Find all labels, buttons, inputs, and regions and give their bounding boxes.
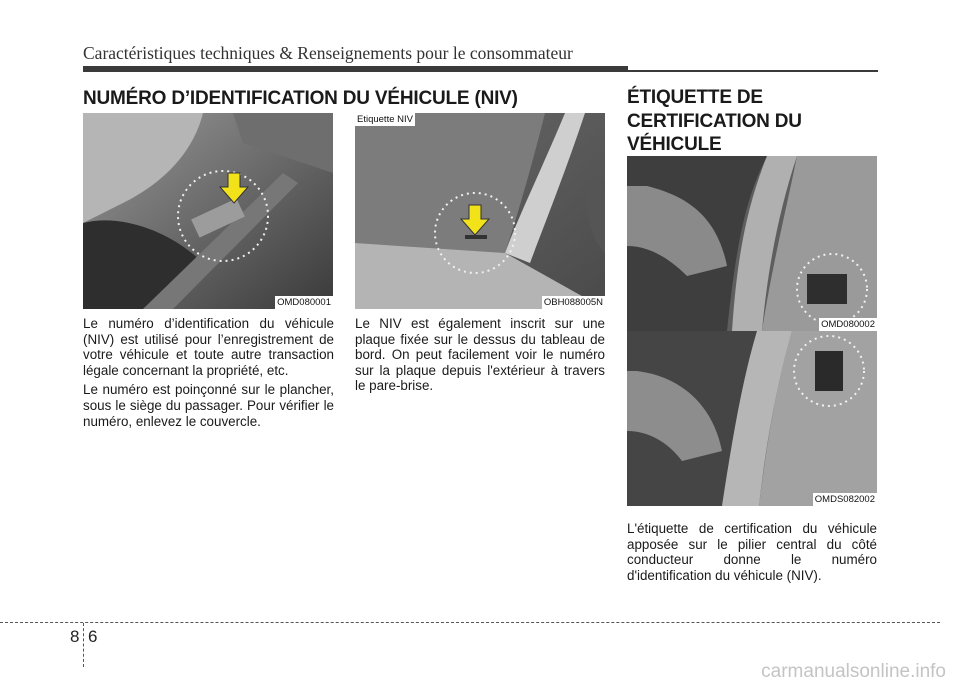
door-pillar-alt-illustration <box>627 331 877 506</box>
paragraph: Le NIV est également inscrit sur une plaque fixée sur le dessus du tableau de bord. On peut facilement voir le numéro sur la plaque depuis l'extérieur à travers le pare-brise. <box>355 316 605 394</box>
figure-door-pillar <box>627 156 877 331</box>
windshield-illustration <box>355 113 605 309</box>
header-rule <box>83 66 878 72</box>
footer-rule <box>0 622 940 623</box>
text-column-left <box>83 316 334 429</box>
figure-code: OMDS082002 <box>814 494 875 505</box>
title-line: VÉHICULE <box>627 134 722 155</box>
section-title-certification <box>627 86 877 157</box>
paragraph: L'étiquette de certification du véhicule apposée sur le pilier central du côté conducteur donne le numéro d'identification du véhicule (NIV). <box>627 521 877 583</box>
watermark: carmanualsonline.info <box>761 661 946 682</box>
figure-under-seat <box>83 113 333 309</box>
text-column-right <box>627 521 877 583</box>
footer-divider <box>83 623 84 667</box>
running-header: Caractéristiques techniques & Renseignements pour le consommateur <box>83 43 573 63</box>
figure-windshield <box>355 113 605 309</box>
text-column-middle <box>355 316 605 394</box>
page-number: 6 <box>88 627 98 646</box>
chapter-number: 8 <box>70 627 80 646</box>
title-line: ÉTIQUETTE DE <box>627 87 763 108</box>
paragraph: Le numéro d’identification du véhicule (NIV) est utilisé pour l’enregistrement de votre véhicule et toute autre transaction légale concernant la propriété, etc. <box>83 316 334 378</box>
under-seat-illustration <box>83 113 333 309</box>
figure-code: OMD080002 <box>821 319 875 330</box>
section-title-niv: NUMÉRO D’IDENTIFICATION DU VÉHICULE (NIV) <box>83 88 518 109</box>
figure-door-pillar-alt <box>627 331 877 506</box>
door-pillar-illustration <box>627 156 877 331</box>
figure-code: OBH088005N <box>543 297 603 308</box>
figure-code: OMD080001 <box>277 297 331 308</box>
figure-label-vin: Etiquette NIV <box>357 114 413 125</box>
paragraph: Le numéro est poinçonné sur le plancher, sous le siège du passager. Pour vérifier le numéro, enlevez le couvercle. <box>83 382 334 429</box>
title-line: CERTIFICATION DU <box>627 110 802 132</box>
